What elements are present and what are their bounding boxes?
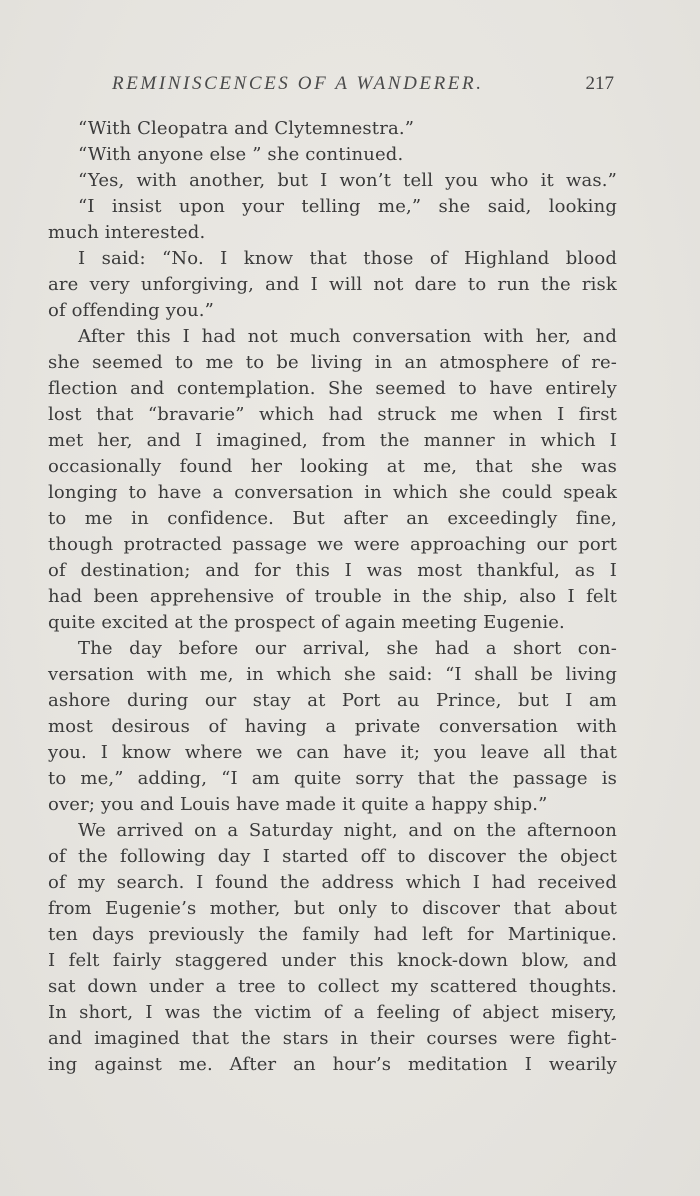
text-line: though protracted passage we were approaching our port xyxy=(48,534,617,555)
text-line: The day before our arrival, she had a short con- xyxy=(78,638,617,659)
text-line: met her, and I imagined, from the manner in which I xyxy=(48,430,617,451)
text-line: and imagined that the stars in their courses were fight- xyxy=(48,1028,617,1049)
text-line: I felt fairly staggered under this knock-down blow, and xyxy=(48,950,617,971)
page-header xyxy=(86,73,616,97)
text-line: ashore during our stay at Port au Prince, but I am xyxy=(48,690,617,711)
text-line: are very unforgiving, and I will not dare to run the risk xyxy=(48,274,617,295)
text-line: versation with me, in which she said: “I shall be living xyxy=(48,664,617,685)
text-line: occasionally found her looking at me, that she was xyxy=(48,456,617,477)
text-line: most desirous of having a private conversation with xyxy=(48,716,617,737)
text-line: ten days previously the family had left for Martinique. xyxy=(48,924,617,945)
page-number: 217 xyxy=(585,73,614,94)
text-line: to me,” adding, “I am quite sorry that the passage is xyxy=(48,768,617,789)
text-line: quite excited at the prospect of again meeting Eugenie. xyxy=(48,612,565,633)
text-line: We arrived on a Saturday night, and on the afternoon xyxy=(78,820,617,841)
text-line: of the following day I started off to discover the object xyxy=(48,846,617,867)
text-line: she seemed to me to be living in an atmosphere of re- xyxy=(48,352,617,373)
text-line: ing against me. After an hour’s meditation I wearily xyxy=(48,1054,617,1075)
body-text xyxy=(48,116,617,1078)
text-line: over; you and Louis have made it quite a happy ship.” xyxy=(48,794,548,815)
text-line: of my search. I found the address which I had received xyxy=(48,872,617,893)
running-head: REMINISCENCES OF A WANDERER. xyxy=(112,73,484,94)
text-line: much interested. xyxy=(48,222,206,243)
text-line: “Yes, with another, but I won’t tell you who it was.” xyxy=(78,170,617,191)
text-line: to me in confidence. But after an exceedingly fine, xyxy=(48,508,617,529)
text-line: sat down under a tree to collect my scattered thoughts. xyxy=(48,976,617,997)
text-line: “With Cleopatra and Clytemnestra.” xyxy=(78,118,415,139)
text-line: of destination; and for this I was most thankful, as I xyxy=(48,560,617,581)
text-line: “With anyone else ” she continued. xyxy=(78,144,404,165)
text-line: longing to have a conversation in which she could speak xyxy=(48,482,617,503)
text-line: I said: “No. I know that those of Highland blood xyxy=(78,248,617,269)
text-line: of offending you.” xyxy=(48,300,214,321)
text-line: had been apprehensive of trouble in the ship, also I felt xyxy=(48,586,617,607)
text-line: flection and contemplation. She seemed to have entirely xyxy=(48,378,617,399)
text-line: you. I know where we can have it; you leave all that xyxy=(48,742,617,763)
text-line: lost that “bravarie” which had struck me when I first xyxy=(48,404,617,425)
text-line: In short, I was the victim of a feeling of abject misery, xyxy=(48,1002,617,1023)
text-line: from Eugenie’s mother, but only to discover that about xyxy=(48,898,617,919)
text-line: After this I had not much conversation with her, and xyxy=(78,326,617,347)
text-line: “I insist upon your telling me,” she said, looking xyxy=(78,196,617,217)
